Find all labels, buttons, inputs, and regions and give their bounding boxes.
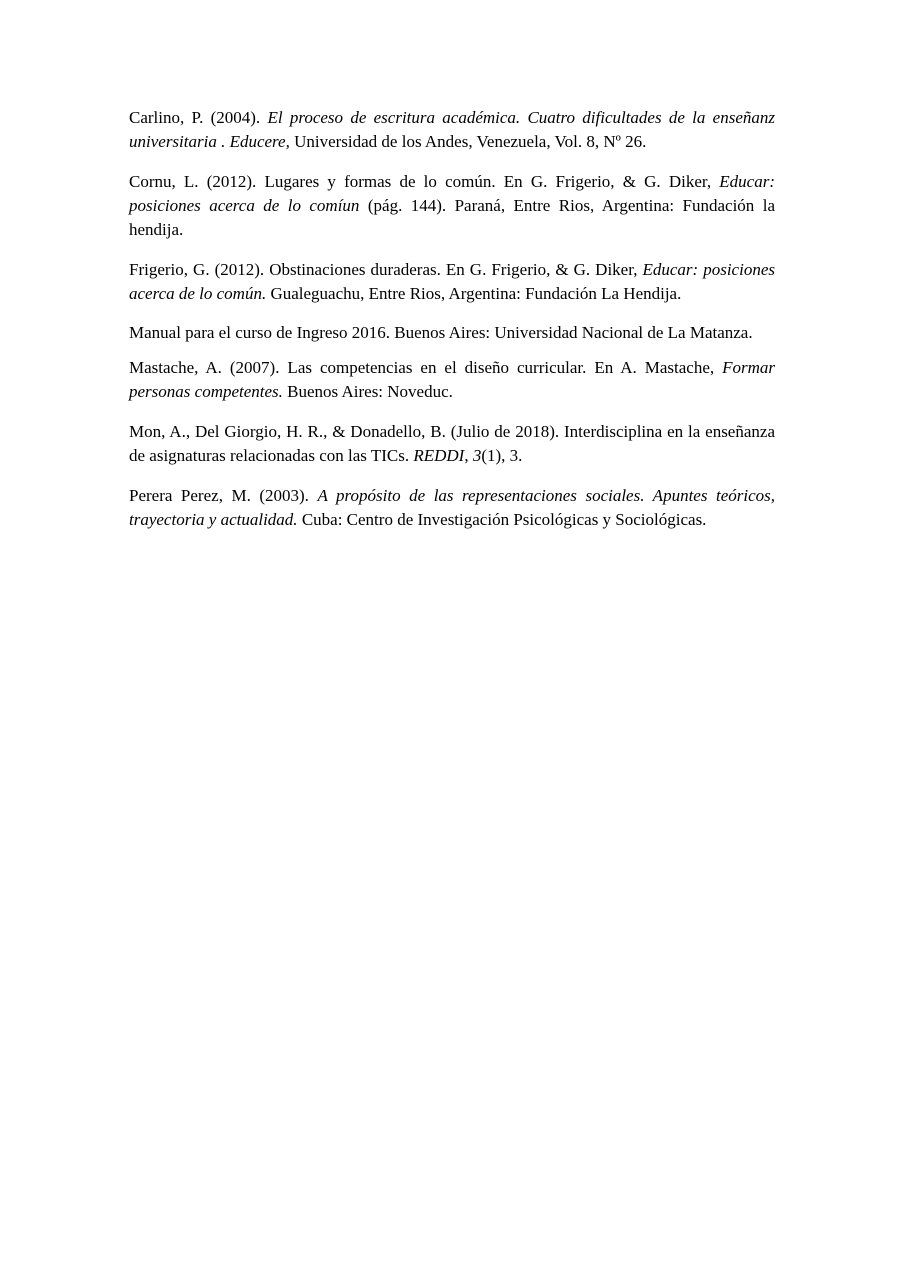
- reference-title: Educar: posiciones acerca de lo comíun: [129, 172, 775, 215]
- reference-issue-pages: (1), 3.: [481, 446, 523, 465]
- reference-title: Formar personas competentes.: [129, 358, 775, 401]
- reference-mastache: [129, 356, 775, 404]
- reference-frigerio: [129, 258, 775, 306]
- reference-author-date: Frigerio, G. (2012). Obstinaciones duraderas. En G. Frigerio, & G. Diker,: [129, 260, 643, 279]
- reference-publisher: Buenos Aires: Noveduc.: [282, 382, 453, 401]
- reference-mon: [129, 420, 775, 468]
- reference-cornu: [129, 170, 775, 242]
- reference-publisher: Universidad de los Andes, Venezuela, Vol. 8, Nº 26.: [289, 132, 647, 151]
- reference-text: Manual para el curso de Ingreso 2016. Buenos Aires: Universidad Nacional de La Matanza.: [129, 323, 753, 342]
- reference-separator: ,: [464, 446, 473, 465]
- reference-title: El proceso de escritura académica. Cuatro dificultades de la enseñanz universitaria . Educere,: [129, 108, 776, 151]
- reference-publisher: Gualeguachu, Entre Rios, Argentina: Fundación La Hendija.: [266, 284, 682, 303]
- reference-list: [129, 106, 775, 532]
- reference-perera: [129, 484, 775, 532]
- reference-publisher: (pág. 144). Paraná, Entre Rios, Argentina: Fundación la hendija.: [129, 196, 775, 239]
- reference-journal: REDDI: [413, 446, 465, 465]
- reference-author-date: Cornu, L. (2012). Lugares y formas de lo común. En G. Frigerio, & G. Diker,: [129, 172, 720, 191]
- reference-title: Educar: posiciones acerca de lo común.: [129, 260, 775, 303]
- reference-author-date: Mastache, A. (2007). Las competencias en el diseño curricular. En A. Mastache,: [129, 358, 723, 377]
- reference-publisher: Cuba: Centro de Investigación Psicológicas y Sociológicas.: [297, 510, 707, 529]
- reference-author-date: Perera Perez, M. (2003).: [129, 486, 318, 505]
- reference-volume: 3: [472, 446, 482, 465]
- reference-manual: [129, 322, 775, 344]
- reference-title: A propósito de las representaciones sociales. Apuntes teóricos, trayectoria y actualidad.: [129, 486, 775, 529]
- reference-author-date: Mon, A., Del Giorgio, H. R., & Donadello, B. (Julio de 2018). Interdisciplina en la enseñanza de asignaturas relacionadas con las TICs.: [129, 422, 775, 465]
- reference-author-date: Carlino, P. (2004).: [129, 108, 268, 127]
- reference-carlino: [129, 106, 775, 154]
